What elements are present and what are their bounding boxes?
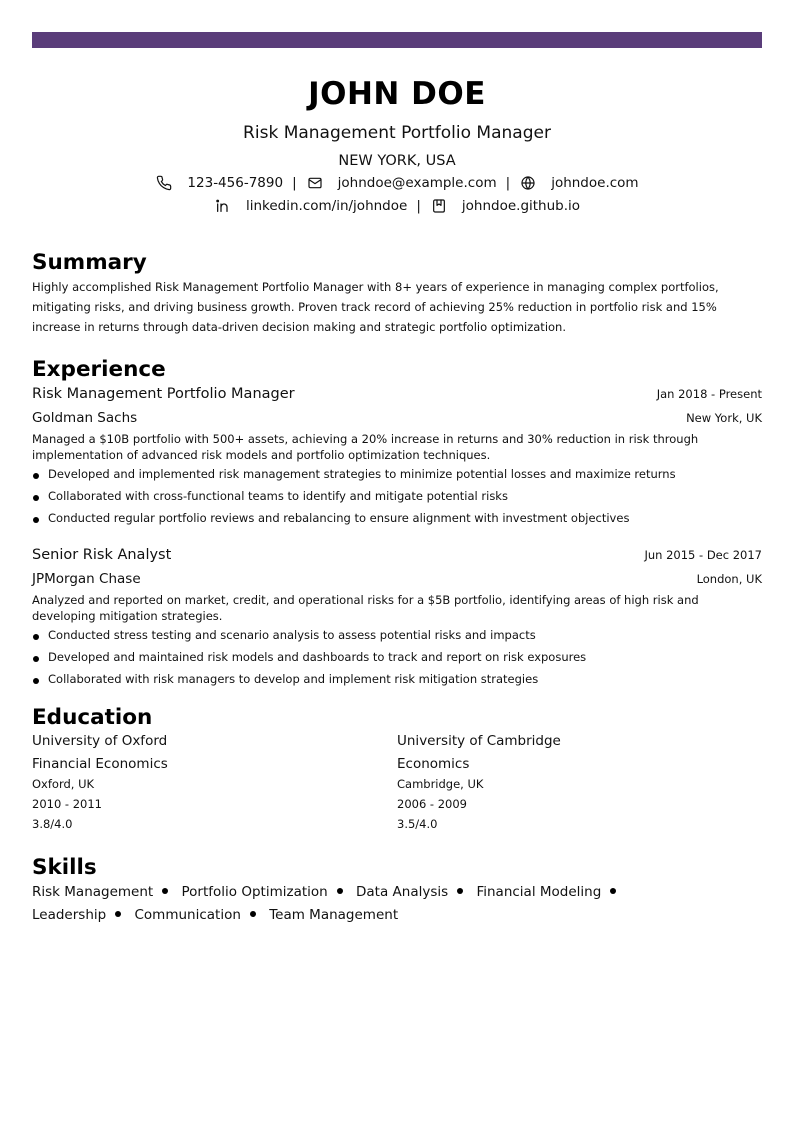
- experience-heading: Experience: [32, 357, 166, 382]
- contact-line-2: [32, 196, 762, 216]
- education-school: University of Oxford: [32, 733, 168, 749]
- job-location: New York, UK: [686, 411, 762, 425]
- skills-list: [32, 881, 692, 927]
- skill-item: Portfolio Optimization: [181, 884, 328, 900]
- education-years: 2006 - 2009: [397, 797, 467, 811]
- email-link[interactable]: johndoe@example.com: [337, 175, 497, 191]
- summary-heading: Summary: [32, 250, 147, 275]
- education-degree: Economics: [397, 756, 470, 772]
- bullet-dot-icon: [33, 517, 39, 523]
- skill-item: Communication: [134, 907, 241, 923]
- bullet-item: Developed and maintained risk models and dashboards to track and report on risk exposures: [32, 649, 762, 665]
- education-gpa: 3.5/4.0: [397, 817, 438, 831]
- job-entry: [32, 544, 762, 687]
- summary-section: [32, 250, 762, 337]
- job-company: JPMorgan Chase: [32, 571, 141, 587]
- skill-item: Leadership: [32, 907, 107, 923]
- resume-page: [32, 32, 762, 927]
- education-heading: Education: [32, 705, 153, 730]
- candidate-name: JOHN DOE: [308, 76, 486, 112]
- job-title: Senior Risk Analyst: [32, 547, 172, 563]
- education-gpa: 3.8/4.0: [32, 817, 73, 831]
- job-description: Analyzed and reported on market, credit, and operational risks for a $5B portfolio, identifying areas of high risk and developing mitigation strategies.: [32, 593, 699, 623]
- summary-text: Highly accomplished Risk Management Portfolio Manager with 8+ years of experience in managing complex portfolios, mitigating risks, and driving business growth. Proven track record of achieving 25% reduction in portfolio risk and 15% increase in returns through data-driven decision making and strategic portfolio optimization.: [32, 280, 719, 334]
- skills-heading: Skills: [32, 855, 97, 880]
- mail-icon: [306, 174, 324, 192]
- bullet-item: Collaborated with cross-functional teams to identify and mitigate potential risks: [32, 488, 762, 504]
- contact-separator: |: [416, 198, 421, 214]
- skill-separator-dot-icon: [457, 888, 463, 894]
- education-entry: [397, 731, 762, 834]
- bullet-dot-icon: [33, 678, 39, 684]
- skill-item: Risk Management: [32, 884, 154, 900]
- skill-separator-dot-icon: [115, 911, 121, 917]
- candidate-location: NEW YORK, USA: [338, 153, 456, 169]
- job-bullets: [32, 466, 762, 526]
- job-entry: [32, 383, 762, 526]
- skill-separator-dot-icon: [162, 888, 168, 894]
- resume-header: [32, 76, 762, 216]
- job-dates: Jan 2018 - Present: [656, 387, 762, 401]
- globe-icon: [519, 174, 537, 192]
- candidate-title: Risk Management Portfolio Manager: [243, 123, 551, 143]
- education-school: University of Cambridge: [397, 733, 561, 749]
- job-bullets: [32, 627, 762, 687]
- accent-bar: [32, 32, 762, 48]
- contact-separator: |: [505, 175, 511, 191]
- job-dates: Jun 2015 - Dec 2017: [644, 548, 762, 562]
- education-location: Cambridge, UK: [397, 777, 484, 791]
- linkedin-link[interactable]: linkedin.com/in/johndoe: [245, 198, 408, 214]
- bullet-item: Conducted stress testing and scenario analysis to assess potential risks and impacts: [32, 627, 762, 643]
- skill-item: Financial Modeling: [476, 884, 602, 900]
- job-title: Risk Management Portfolio Manager: [32, 386, 295, 402]
- contact-separator: |: [292, 175, 297, 191]
- education-section: [32, 705, 762, 834]
- skill-item: Data Analysis: [356, 884, 449, 900]
- education-entry: [32, 731, 397, 834]
- bullet-item: Collaborated with risk managers to develop and implement risk mitigation strategies: [32, 671, 762, 687]
- bookmark-icon: [430, 197, 448, 215]
- bullet-dot-icon: [33, 495, 39, 501]
- skill-separator-dot-icon: [337, 888, 343, 894]
- phone-icon: [155, 174, 173, 192]
- bullet-item: Conducted regular portfolio reviews and rebalancing to ensure alignment with investment objectives: [32, 510, 762, 526]
- education-years: 2010 - 2011: [32, 797, 102, 811]
- github-link[interactable]: johndoe.github.io: [461, 198, 581, 214]
- phone-link[interactable]: 123-456-7890: [187, 175, 284, 191]
- experience-section: [32, 357, 762, 687]
- website-link[interactable]: johndoe.com: [551, 175, 639, 191]
- skills-section: [32, 855, 762, 927]
- skill-separator-dot-icon: [250, 911, 256, 917]
- bullet-dot-icon: [33, 634, 39, 640]
- education-grid: [32, 731, 762, 834]
- linkedin-icon: [214, 197, 232, 215]
- job-location: London, UK: [696, 572, 762, 586]
- job-company: Goldman Sachs: [32, 410, 138, 426]
- bullet-item: Developed and implemented risk management strategies to minimize potential losses and maximize returns: [32, 466, 762, 482]
- bullet-dot-icon: [33, 473, 39, 479]
- skill-item: Team Management: [269, 907, 399, 923]
- contact-line-1: [32, 173, 762, 193]
- job-description: Managed a $10B portfolio with 500+ assets, achieving a 20% increase in returns and 30% reduction in risk through implementation of advanced risk models and portfolio optimization techniques.: [32, 432, 699, 462]
- education-degree: Financial Economics: [32, 756, 168, 772]
- skill-separator-dot-icon: [610, 888, 616, 894]
- education-location: Oxford, UK: [32, 777, 95, 791]
- bullet-dot-icon: [33, 656, 39, 662]
